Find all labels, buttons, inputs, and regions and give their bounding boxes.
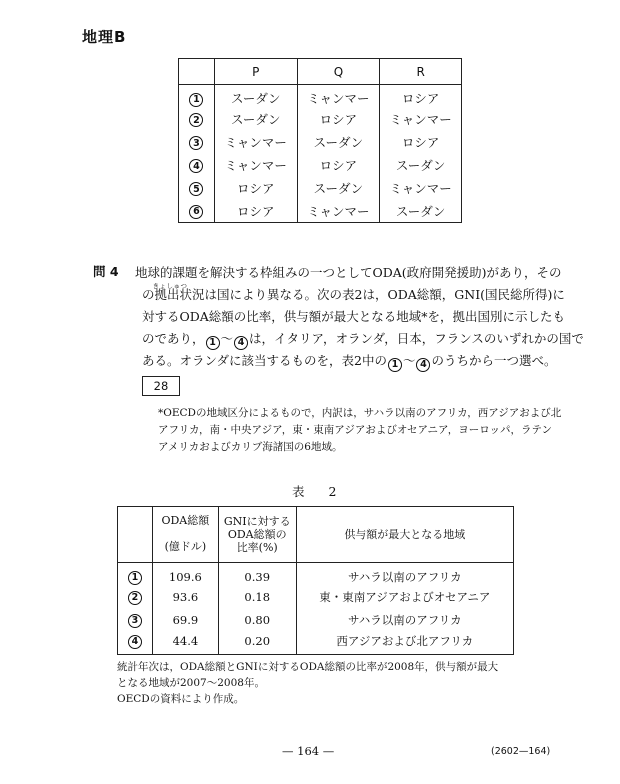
cell-ratio: 0.39 <box>218 563 296 586</box>
header-p: P <box>214 59 297 85</box>
header-blank-cell <box>179 59 215 85</box>
choice-number: 3 <box>128 614 142 628</box>
table-row <box>118 609 514 632</box>
question-line: 対するODA総額の比率，供与額が最大となる地域*を，拠出国別に示したも <box>142 309 566 324</box>
footnote-line: *OECDの地域区分によるもので，内訳は，サハラ以南のアフリカ，西アジアおよび北 <box>158 407 562 419</box>
question-label: 問 4 <box>93 264 119 279</box>
cell-oda: 44.4 <box>152 632 218 655</box>
choice-number: 1 <box>128 571 142 585</box>
footnote-line: アメリカおよびカリブ海諸国の6地域。 <box>158 441 343 453</box>
cell-region: サハラ以南のアフリカ <box>347 569 462 584</box>
footnote-line: アフリカ，南・中央アジア，東・東南アジアおよびオセアニア，ヨーロッパ，ラテン <box>158 424 552 436</box>
header-blank-cell <box>118 507 153 563</box>
cell-r: ロシア <box>401 135 440 150</box>
table-row <box>118 632 514 655</box>
question-line: の きょしゅつ 拠出状況は国により異なる。次の表2は，ODA総額，GNI(国民総所得)に <box>142 284 547 306</box>
answer-number-box[interactable]: 28 <box>142 376 180 396</box>
choice-number: 1 <box>388 358 402 372</box>
choice-number: 6 <box>189 205 203 219</box>
ruby-reading: きょしゅつ <box>152 282 188 290</box>
note-line: 統計年次は，ODA総額とGNIに対するODA総額の比率が2008年，供与額が最大 <box>117 661 499 673</box>
question-line: ある。オランダに該当するものを，表2中の 1 〜 4 のうちから一つ選べ。 <box>142 353 557 370</box>
page-code: (2602—164) <box>491 746 551 757</box>
note-line: OECDの資料により作成。 <box>117 693 245 705</box>
cell-ratio: 0.20 <box>218 632 296 655</box>
cell-r: ミャンマー <box>389 112 452 127</box>
cell-q: ロシア <box>297 108 380 131</box>
header-oda-total: ODA総額 (億ドル) <box>152 507 218 563</box>
header-region: 供与額が最大となる地域 <box>344 528 466 541</box>
choice-number: 4 <box>189 159 203 173</box>
cell-r: スーダン <box>395 158 446 173</box>
choice-number: 1 <box>189 93 203 107</box>
choice-number: 2 <box>128 591 142 605</box>
cell-r: ミャンマー <box>389 181 452 196</box>
cell-p: ミャンマー <box>214 154 297 177</box>
cell-r: ロシア <box>401 91 440 107</box>
cell-q: ミャンマー <box>297 200 380 223</box>
cell-region: 西アジアおよび北アフリカ <box>336 633 474 648</box>
footnote <box>158 405 562 456</box>
cell-ratio: 0.18 <box>218 586 296 609</box>
choice-number: 4 <box>234 336 248 350</box>
table-row <box>179 154 462 177</box>
choice-number: 4 <box>128 635 142 649</box>
cell-r: スーダン <box>395 203 446 219</box>
cell-q: スーダン <box>297 131 380 154</box>
cell-p: ミャンマー <box>214 131 297 154</box>
cell-q: ロシア <box>297 154 380 177</box>
choice-number: 5 <box>189 182 203 196</box>
choice-number: 3 <box>189 136 203 150</box>
ruby-word <box>152 282 188 306</box>
question-text <box>135 262 584 372</box>
table-row <box>118 563 514 586</box>
cell-p: ロシア <box>214 177 297 200</box>
cell-p: ロシア <box>214 200 297 223</box>
table-row <box>179 108 462 131</box>
question-line: 地球的課題を解決する枠組みの一つとしてODA(政府開発援助)があり，その <box>135 265 562 280</box>
cell-ratio: 0.80 <box>218 609 296 632</box>
cell-p: スーダン <box>214 108 297 131</box>
table-row <box>179 85 462 108</box>
cell-region: サハラ以南のアフリカ <box>347 613 462 627</box>
header-r: R <box>416 64 425 79</box>
cell-q: ミャンマー <box>297 85 380 108</box>
subject-heading: 地理B <box>82 28 127 46</box>
table-header-row <box>179 59 462 85</box>
ruby-base: 拠出 <box>154 287 180 302</box>
table-row <box>179 131 462 154</box>
answer-choice-table <box>178 58 462 223</box>
page-number: — 164 — <box>282 744 335 758</box>
header-ratio: GNIに対する ODA総額の 比率(%) <box>218 507 296 563</box>
cell-q: スーダン <box>297 177 380 200</box>
table-row <box>179 200 462 223</box>
cell-p: スーダン <box>214 85 297 108</box>
source-notes <box>117 659 537 707</box>
oda-table <box>117 506 514 655</box>
table-caption: 表 2 <box>292 484 347 499</box>
table-row <box>118 586 514 609</box>
cell-oda: 69.9 <box>152 609 218 632</box>
header-q: Q <box>297 59 380 85</box>
cell-region: 東・東南アジアおよびオセアニア <box>319 590 491 604</box>
table-header-row <box>118 507 514 563</box>
cell-oda: 93.6 <box>152 586 218 609</box>
cell-oda: 109.6 <box>152 563 218 586</box>
question-line: のであり， 1 〜 4 は，イタリア，オランダ，日本，フランスのいずれかの国で <box>142 331 584 348</box>
note-line: となる地域が2007〜2008年。 <box>117 677 265 689</box>
choice-number: 4 <box>416 358 430 372</box>
choice-number: 1 <box>206 336 220 350</box>
choice-number: 2 <box>189 113 203 127</box>
table-row <box>179 177 462 200</box>
